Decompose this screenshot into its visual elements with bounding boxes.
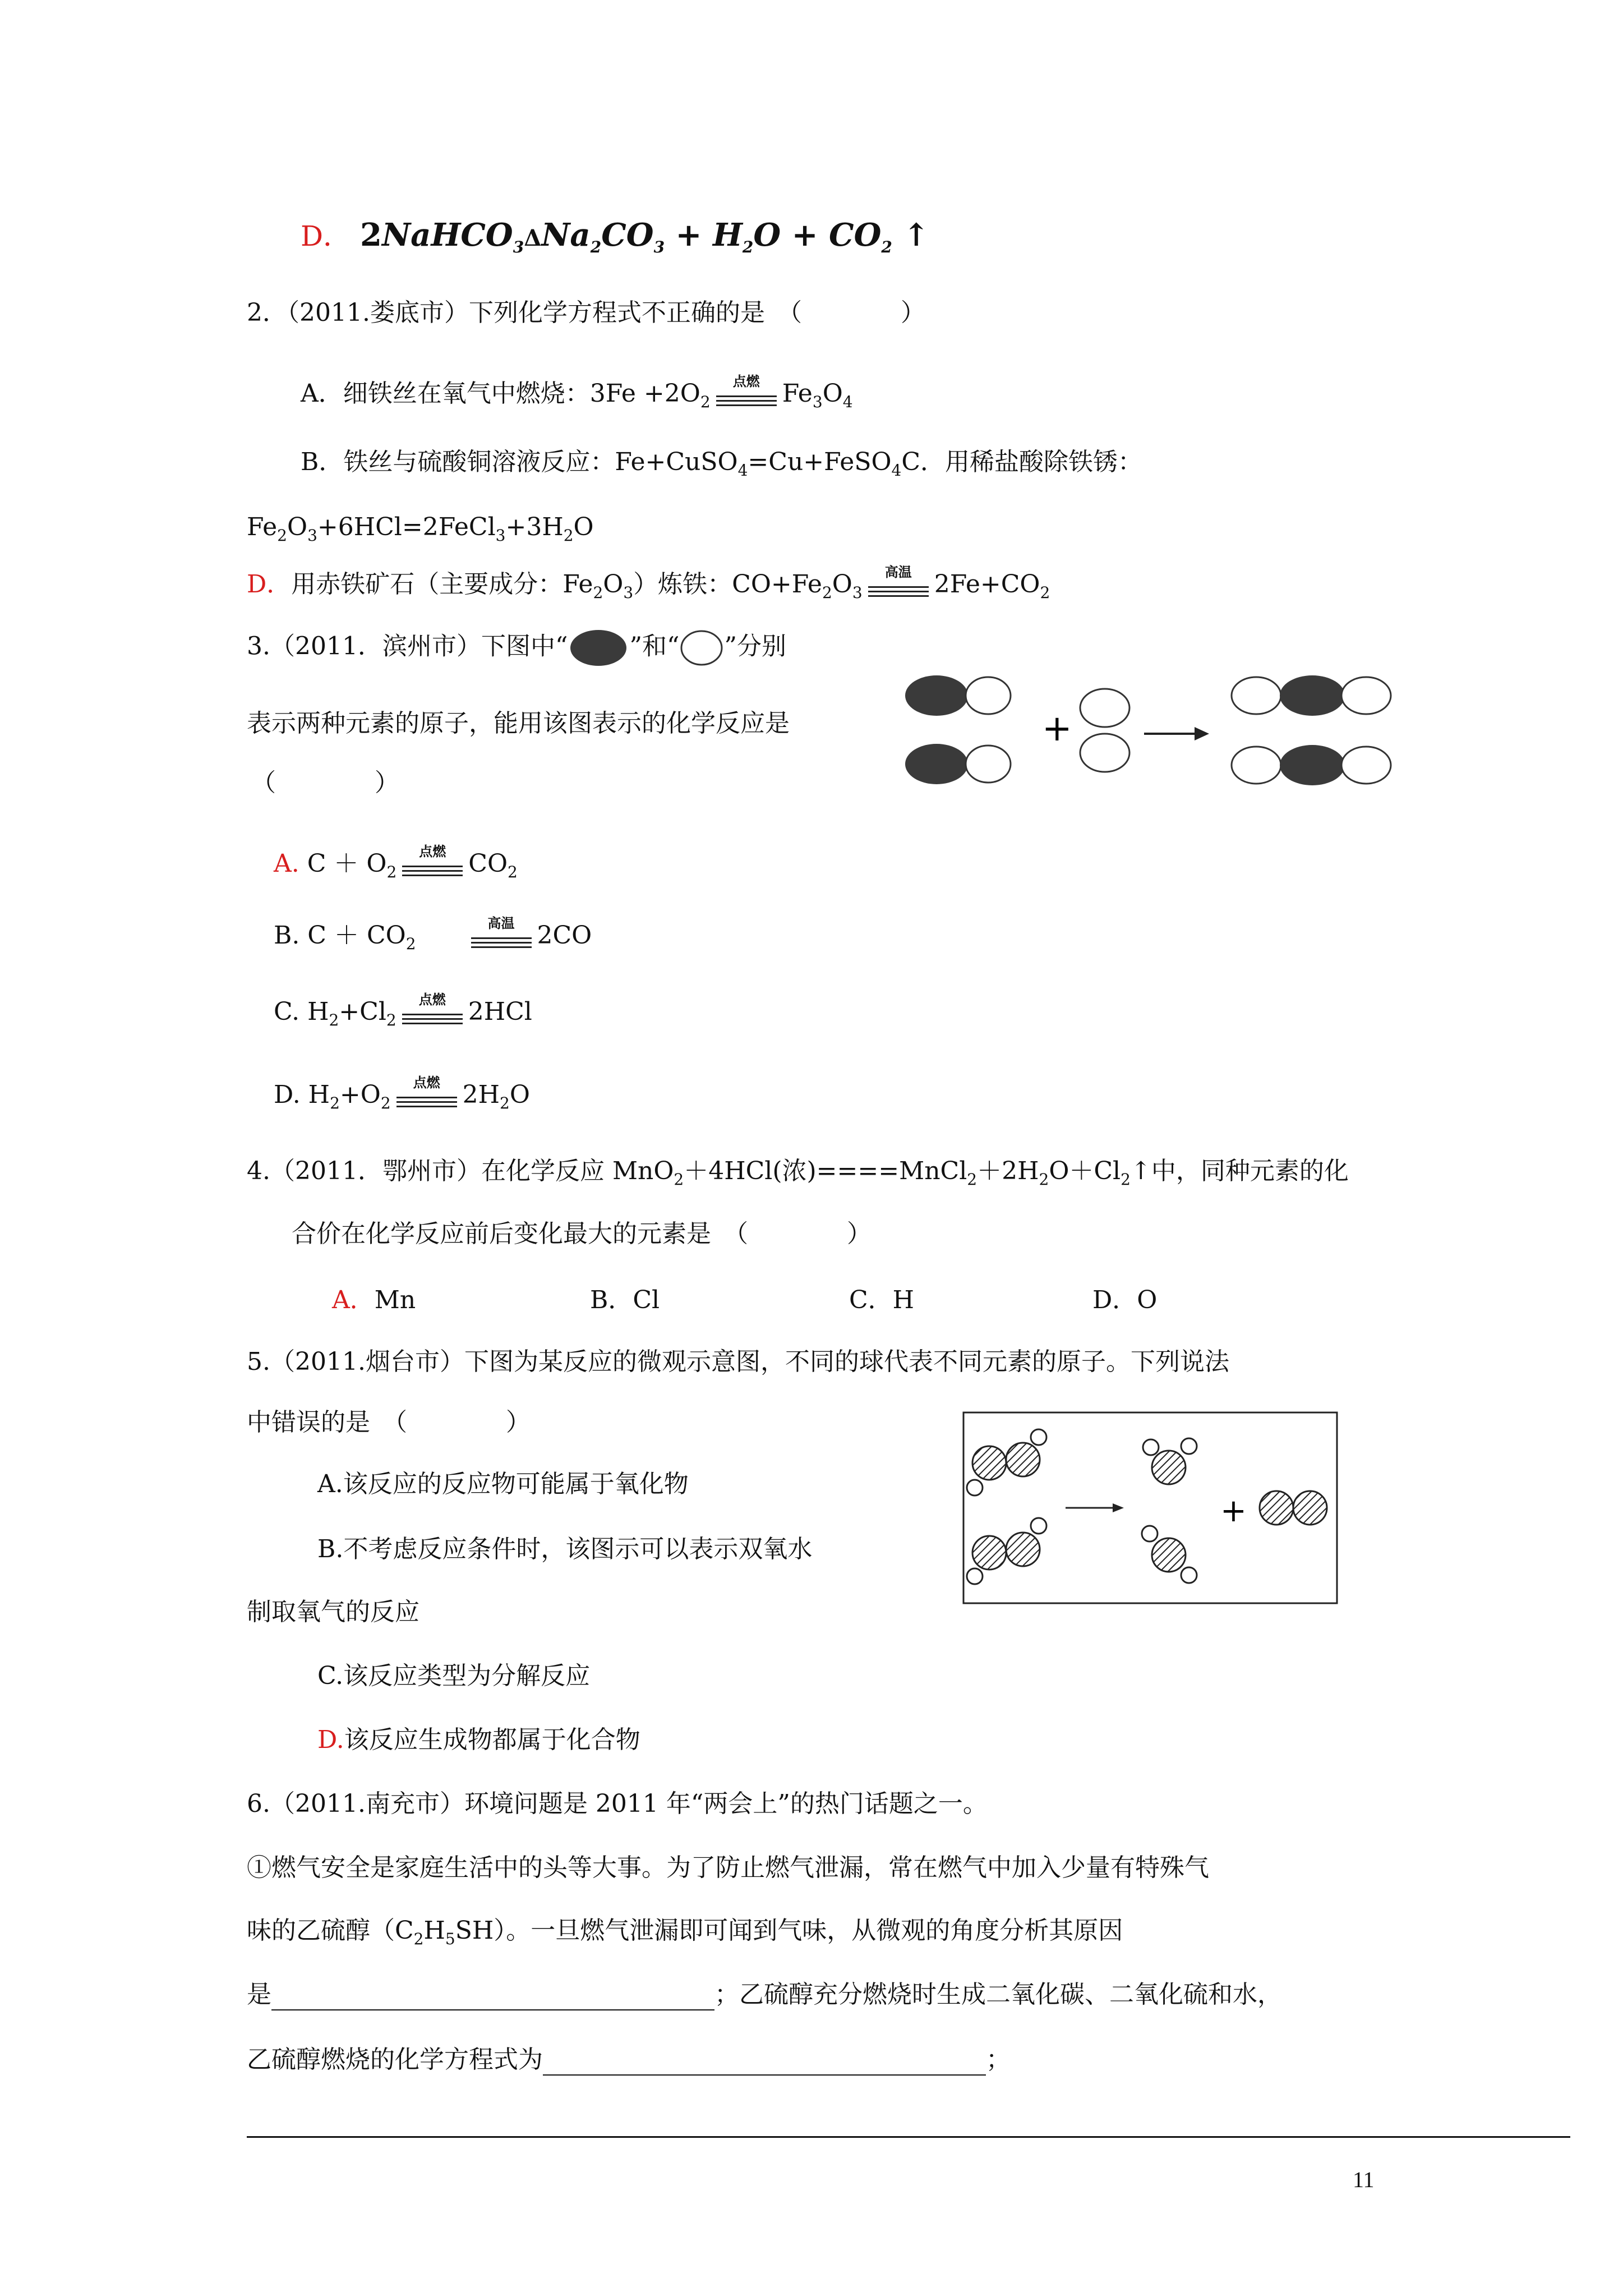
ignite-condition-icon: 点燃 — [399, 850, 466, 881]
q3-stem-part1: 3.（2011．滨州市）下图中“ — [247, 632, 568, 661]
q4-option-b: B．Cl — [590, 1286, 660, 1314]
q4-stem: 4.（2011．鄂州市）在化学反应 MnO$_2$＋4HCl(浓)$====MnCl_2+2H_2O+Cl_2↑$中，同种元素的化 — [247, 1157, 1349, 1189]
q3-option-a-label: A. — [274, 849, 299, 878]
answer-blank-reason[interactable] — [271, 1987, 714, 2010]
high-temp-condition-icon: 高温 — [468, 922, 535, 953]
q2-option-b: B．铁丝与硫酸铜溶液反应：Fe+CuSO$_4$=Cu+FeSO$_4$C．用稀盐酸除铁锈： — [301, 448, 1143, 480]
light-atom-icon — [679, 628, 724, 668]
q3-stem-part2: ”和“ — [629, 632, 680, 661]
dark-atom-icon — [568, 628, 629, 668]
dark-light-molecule — [905, 744, 1011, 784]
q4-option-c: C．H — [849, 1286, 915, 1314]
q5-option-d — [317, 1724, 640, 1756]
answer-blank-equation[interactable] — [543, 2052, 986, 2076]
q5-option-b-cont: 制取氧气的反应 — [247, 1598, 419, 1626]
q6-paragraph-3-suffix: ；乙硫醇充分燃烧时生成二氧化碳、二氧化硫和水， — [714, 1980, 1282, 2009]
q6-paragraph-2: 味的乙硫醇$(C_2H_5SH)$。一旦燃气泄漏即可闻到气味，从微观的角度分析其原因 — [247, 1916, 1123, 1948]
ignite-condition-icon: 点燃 — [399, 998, 466, 1029]
q5-stem: 5.（2011.烟台市）下图为某反应的微观示意图，不同的球代表不同元素的原子。下列说法 — [247, 1347, 1229, 1376]
ignite-condition-icon: 点燃 — [393, 1081, 460, 1112]
q6-paragraph-3-prefix: 是 — [247, 1980, 271, 2009]
q3-stem-part3: ”分别 — [724, 632, 786, 661]
q3-option-a: A. $C + O_2$ 点燃 $CO_2$ — [274, 843, 518, 881]
q5-option-a: A.该反应的反应物可能属于氧化物 — [317, 1470, 689, 1498]
q5-option-b: B.不考虑反应条件时，该图示可以表示双氧水 — [317, 1535, 813, 1563]
light-diatomic-molecule — [1080, 689, 1129, 772]
q2-stem: 2．（2011.娄底市）下列化学方程式不正确的是 （ ） — [247, 298, 925, 327]
ignite-condition-icon: 点燃 — [713, 380, 780, 411]
q6-paragraph-3 — [247, 1979, 1282, 2010]
plus-sign: + — [1042, 708, 1072, 749]
q3-option-b: B. $C + CO_2$ 高温 2CO — [274, 915, 592, 953]
q6-paragraph-4-suffix: ； — [986, 2045, 1011, 2074]
high-temp-condition-icon: 高温 — [865, 570, 932, 602]
q3-paren: （ ） — [251, 769, 399, 797]
q2-option-a: A．细铁丝在氧气中燃烧：$3Fe +2O_2$ 点燃 $Fe_3O_4$ — [301, 373, 853, 411]
q2-option-c-cont: $Fe_2O_3+6HCl=2FeCl_3+3H_2O$ — [247, 513, 594, 545]
q6-stem: 6.（2011.南充市）环境问题是 2011 年“两会上”的热门话题之一。 — [247, 1789, 988, 1818]
q4-stem2: 合价在化学反应前后变化最大的元素是 （ ） — [292, 1220, 872, 1248]
q4-option-a — [332, 1285, 416, 1316]
q4-option-a-label: A． — [332, 1286, 375, 1314]
q2-option-d: D．用赤铁矿石（主要成分：$Fe_2O_3$）炼铁：$CO+Fe_2O_3$ 高温 $2Fe+CO_2$ — [247, 564, 1050, 602]
plus-sign: + — [1220, 1493, 1247, 1529]
q4-option-d: D．O — [1092, 1286, 1158, 1314]
q3-option-d: D. $H_2+O_2$ 点燃 $2H_2O$ — [274, 1074, 530, 1112]
q6-paragraph-1: ①燃气安全是家庭生活中的头等大事。为了防止燃气泄漏，常在燃气中加入少量有特殊气 — [247, 1853, 1209, 1882]
q2-option-d-label: D． — [247, 570, 292, 599]
q1-option-d-equation: $2NaHCO_3\Delta Na_2CO_3 + H_2O + CO_2$ ↑ — [360, 217, 930, 257]
q1-option-d — [301, 215, 929, 267]
arrow-icon — [1144, 727, 1209, 740]
q3-option-c: C. $H_2+Cl_2$ 点燃 2HCl — [274, 991, 532, 1029]
q5-option-d-text: 该反应生成物都属于化合物 — [344, 1726, 640, 1754]
q4-option-a-text: Mn — [374, 1286, 416, 1314]
light-dark-light-molecule — [1232, 675, 1391, 716]
light-dark-light-molecule — [1232, 745, 1391, 785]
dark-light-molecule — [905, 675, 1011, 716]
q5-option-c: C.该反应类型为分解反应 — [317, 1662, 591, 1690]
q5-stem2: 中错误的是 （ ） — [247, 1408, 531, 1437]
page-number: 11 — [1353, 2167, 1375, 2192]
footer-divider — [247, 2136, 1570, 2138]
q3-stem2: 表示两种元素的原子，能用该图表示的化学反应是 — [247, 709, 790, 738]
q1-option-d-label: D． — [301, 220, 352, 252]
q5-reaction-diagram — [962, 1411, 1338, 1604]
q3-stem — [247, 628, 786, 668]
q5-option-d-label: D. — [317, 1726, 344, 1754]
q3-reaction-diagram — [897, 662, 1402, 808]
q6-paragraph-4-prefix: 乙硫醇燃烧的化学方程式为 — [247, 2045, 543, 2074]
q6-paragraph-4 — [247, 2044, 1011, 2076]
